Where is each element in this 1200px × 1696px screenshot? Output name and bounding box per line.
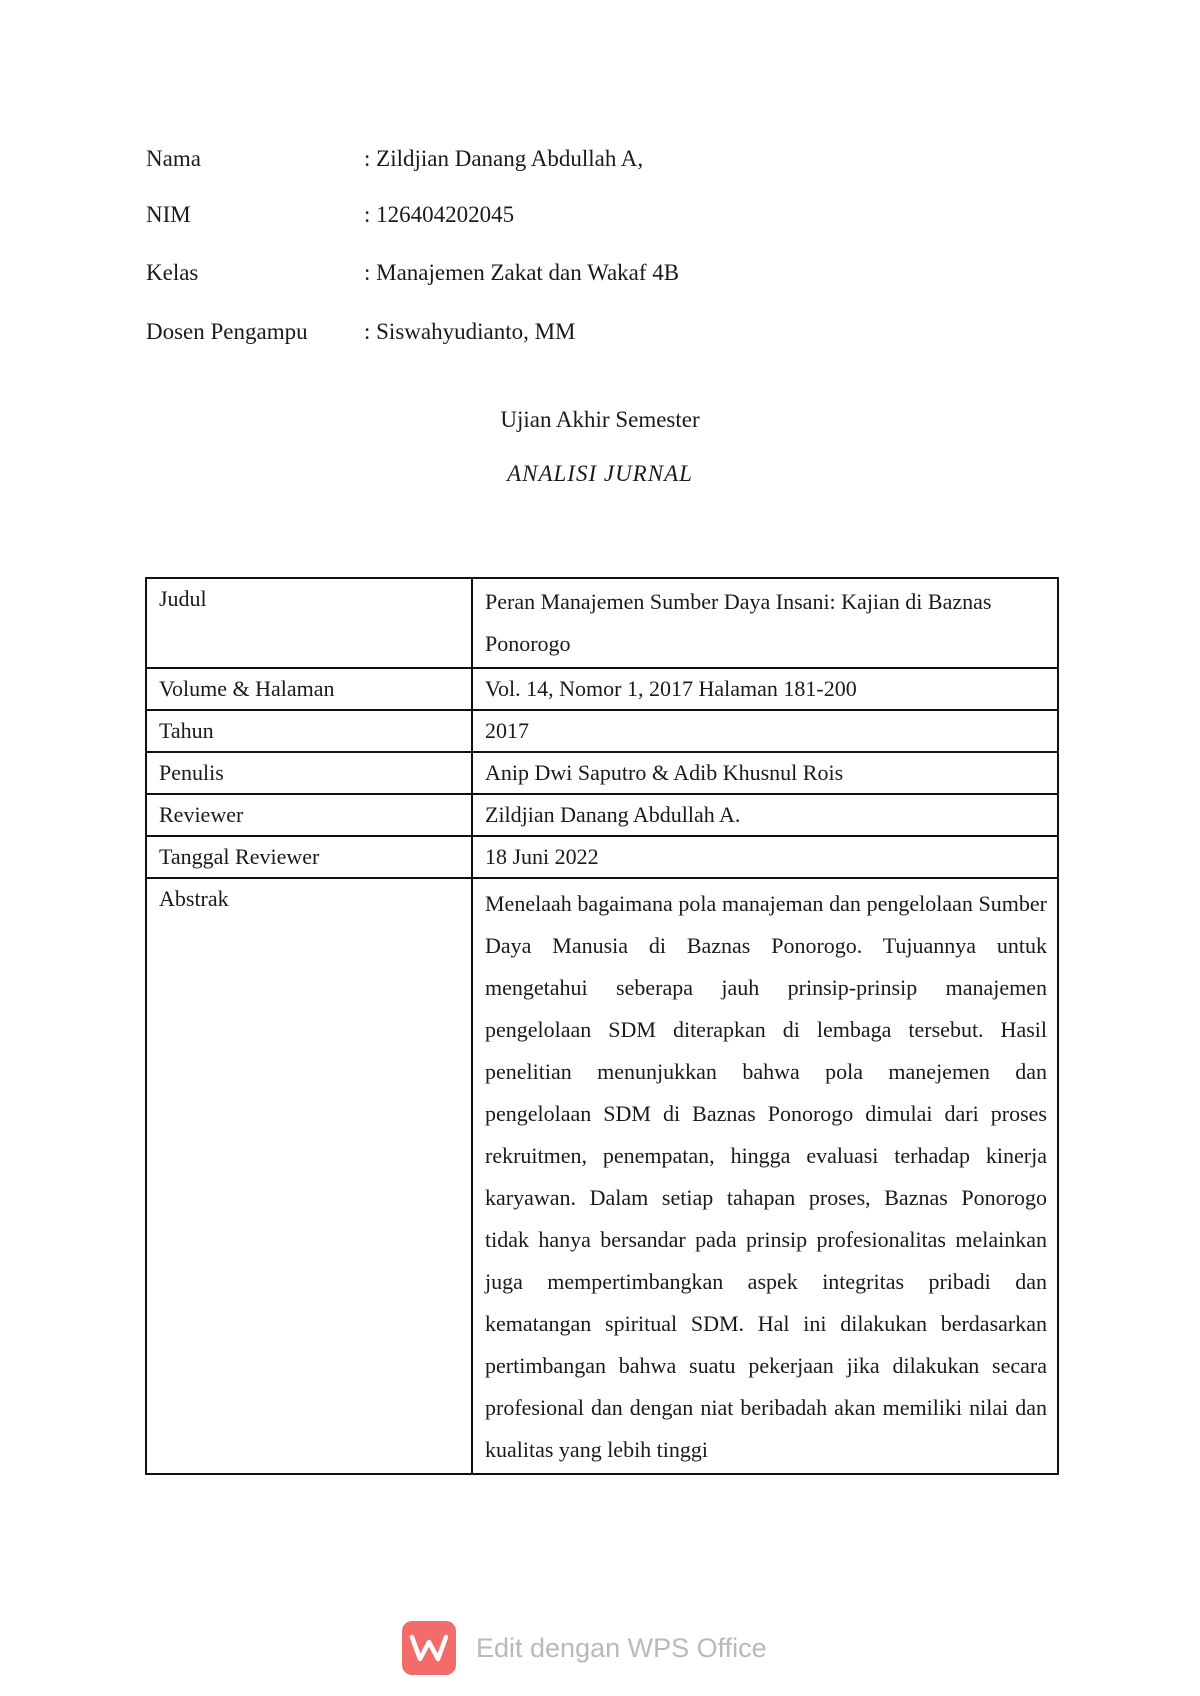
nim-value: : 126404202045 <box>364 202 515 227</box>
row-value: 2017 <box>472 710 1058 752</box>
row-value: Peran Manajemen Sumber Daya Insani: Kajian di Baznas Ponorogo <box>472 578 1058 668</box>
table-row-abstrak <box>146 878 1058 1474</box>
nama-label: Nama <box>146 146 201 171</box>
dosen-value: : Siswahyudianto, MM <box>364 319 576 344</box>
row-value: 18 Juni 2022 <box>472 836 1058 878</box>
nama-value: : Zildjian Danang Abdullah A, <box>364 146 644 171</box>
row-label: Reviewer <box>146 794 472 836</box>
exam-heading: Ujian Akhir Semester <box>500 407 700 432</box>
info-row-nim <box>146 201 514 229</box>
abstract-text: Menelaah bagaimana pola manajeman dan pengelolaan Sumber Daya Manusia di Baznas Ponorogo. Tujuannya untuk mengetahui seberapa jauh prinsip-prinsip manajemen pengelolaan SDM diterapkan di lembaga tersebut. Hasil penelitian menunjukkan bahwa pola manejemen dan pengelolaan SDM di Baznas Ponorogo dimulai dari proses rekruitmen, penempatan, hingga evaluasi terhadap kinerja karyawan. Dalam setiap tahapan proses, Baznas Ponorogo tidak hanya bersandar pada prinsip profesionalitas melainkan juga mempertimbangkan aspek integritas pribadi dan kematangan spiritual SDM. Hal ini dilakukan berdasarkan pertimbangan bahwa suatu pekerjaan jika dilakukan secara profesional dan dengan niat beribadah akan memiliki nilai dan kualitas yang lebih tinggi <box>472 878 1058 1474</box>
wps-office-logo-icon <box>402 1621 456 1675</box>
abstract-label: Abstrak <box>146 878 472 1474</box>
nim-label: NIM <box>146 202 191 227</box>
journal-table <box>145 577 1059 1475</box>
row-value: Vol. 14, Nomor 1, 2017 Halaman 181-200 <box>472 668 1058 710</box>
row-value: Zildjian Danang Abdullah A. <box>472 794 1058 836</box>
info-row-kelas <box>146 259 679 287</box>
wps-edit-link[interactable]: Edit dengan WPS Office <box>476 1632 767 1663</box>
row-label: Tahun <box>146 710 472 752</box>
row-label: Tanggal Reviewer <box>146 836 472 878</box>
document-subtitle: ANALISI JURNAL <box>507 461 693 486</box>
table-row-reviewer <box>146 794 1058 836</box>
table-row-judul <box>146 578 1058 668</box>
table-row-volume <box>146 668 1058 710</box>
row-label: Volume & Halaman <box>146 668 472 710</box>
wps-edit-banner[interactable] <box>402 1620 767 1676</box>
row-label: Penulis <box>146 752 472 794</box>
kelas-label: Kelas <box>146 260 199 285</box>
dosen-label: Dosen Pengampu <box>146 319 308 344</box>
table-row-penulis <box>146 752 1058 794</box>
info-row-dosen <box>146 318 575 346</box>
table-row-tanggal <box>146 836 1058 878</box>
kelas-value: : Manajemen Zakat dan Wakaf 4B <box>364 260 680 285</box>
row-label: Judul <box>146 578 472 668</box>
table-row-tahun <box>146 710 1058 752</box>
info-row-nama <box>146 145 643 173</box>
row-value: Anip Dwi Saputro & Adib Khusnul Rois <box>472 752 1058 794</box>
